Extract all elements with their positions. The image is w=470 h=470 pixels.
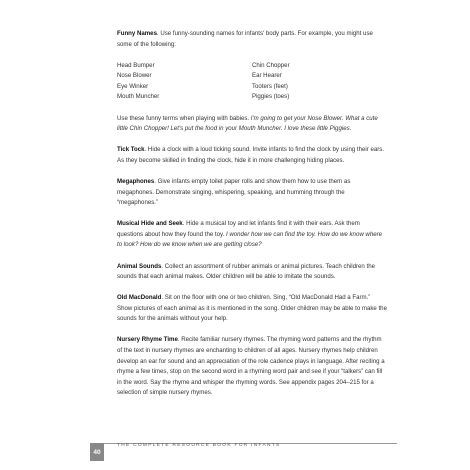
page-number: 40 [90, 443, 104, 461]
running-title: THE COMPLETE RESOURCE BOOK FOR INFANTS [117, 443, 281, 448]
activity-text-musical-hide-and-seek: . Hide a musical toy and let infants find it with their ears. Ask them questions about how they found the toy. [117, 220, 360, 238]
names-column-right [252, 61, 387, 103]
activity-title-megaphones: Megaphones [117, 177, 155, 185]
paragraph-musical-hide-and-seek [117, 219, 387, 251]
name-item: Head Bumper [117, 61, 155, 69]
name-item: Mouth Muncher [117, 93, 160, 101]
usage-example: I'm going to get your Nose Blower. What a cute little Chin Chopper! Let's put the food in your Mouth Muncher. I love these little Piggies. [117, 114, 378, 133]
activity-text-tick-tock: . Hide a clock with a loud ticking sound. Invite infants to find the clock by using their ears. As they become skilled in finding the clock, hide it in more challenging hiding places. [117, 146, 385, 164]
activity-title-tick-tock: Tick Tock [117, 146, 145, 154]
name-item: Eye Winker [117, 82, 149, 90]
name-item: Piggies (toes) [252, 93, 290, 101]
body-part-names-list [117, 61, 387, 103]
activity-text-megaphones: . Give infants empty toilet paper rolls and show them how to use them as megaphones. Demonstrate singing, whispering, speaking, and humming through the “megaphones.” [117, 177, 351, 207]
activity-title-nursery-rhyme-time: Nursery Rhyme Time [117, 336, 178, 344]
name-item: Ear Hearer [252, 72, 282, 80]
activity-title-funny-names: Funny Names [117, 30, 157, 37]
activity-title-animal-sounds: Animal Sounds [117, 262, 162, 270]
name-item: Nose Blower [117, 72, 152, 80]
paragraph-funny-names-usage [117, 114, 387, 135]
activity-text-animal-sounds: . Collect an assortment of rubber animals or animal pictures. Teach children the sounds that each animal makes. Older children will be able to imitate the sounds. [117, 262, 375, 281]
activity-title-old-macdonald: Old MacDonald [117, 294, 162, 302]
activity-example-musical-hide-and-seek: I wonder how we can find the toy. How do we know where to look? How do we know when we are getting close? [117, 230, 383, 249]
usage-text: Use these funny terms when playing with babies. [117, 114, 251, 122]
paragraph-animal-sounds [117, 262, 387, 283]
activity-text-nursery-rhyme-time: . Recite familiar nursery rhymes. The rhyming word patterns and the rhythm of the text in nursery rhymes are enchanting to children of all ages. Nursery rhymes help children develop an ear for sound and an appreciation of the role cadence plays in language. After reciting a rhyme a few times, stop on the second word in a rhyming word pair and see if your “talkers” can fill in the word. Say the rhyme and whisper the rhyming words. See appendix pages 204–215 for a selection of simple nursery rhymes. [117, 336, 385, 397]
paragraph-funny-names [117, 29, 387, 50]
paragraph-nursery-rhyme-time [117, 335, 387, 399]
activity-text-old-macdonald: . Sit on the floor with one or two children. Sing, “Old MacDonald Had a Farm.” Show pictures of each animal as it is mentioned in the song. Older children may be able to make the sounds for the animals without your help. [117, 294, 387, 323]
activity-text-funny-names: . Use funny-sounding names for infants' body parts. For example, you might use some of the following: [117, 30, 373, 48]
paragraph-megaphones [117, 177, 387, 209]
paragraph-old-macdonald [117, 293, 387, 325]
name-item: Tooters (feet) [252, 82, 288, 90]
page-body [117, 29, 387, 410]
name-item: Chin Chopper [252, 61, 290, 69]
paragraph-tick-tock [117, 145, 387, 166]
activity-title-musical-hide-and-seek: Musical Hide and Seek [117, 220, 183, 228]
names-column-left [117, 61, 252, 103]
